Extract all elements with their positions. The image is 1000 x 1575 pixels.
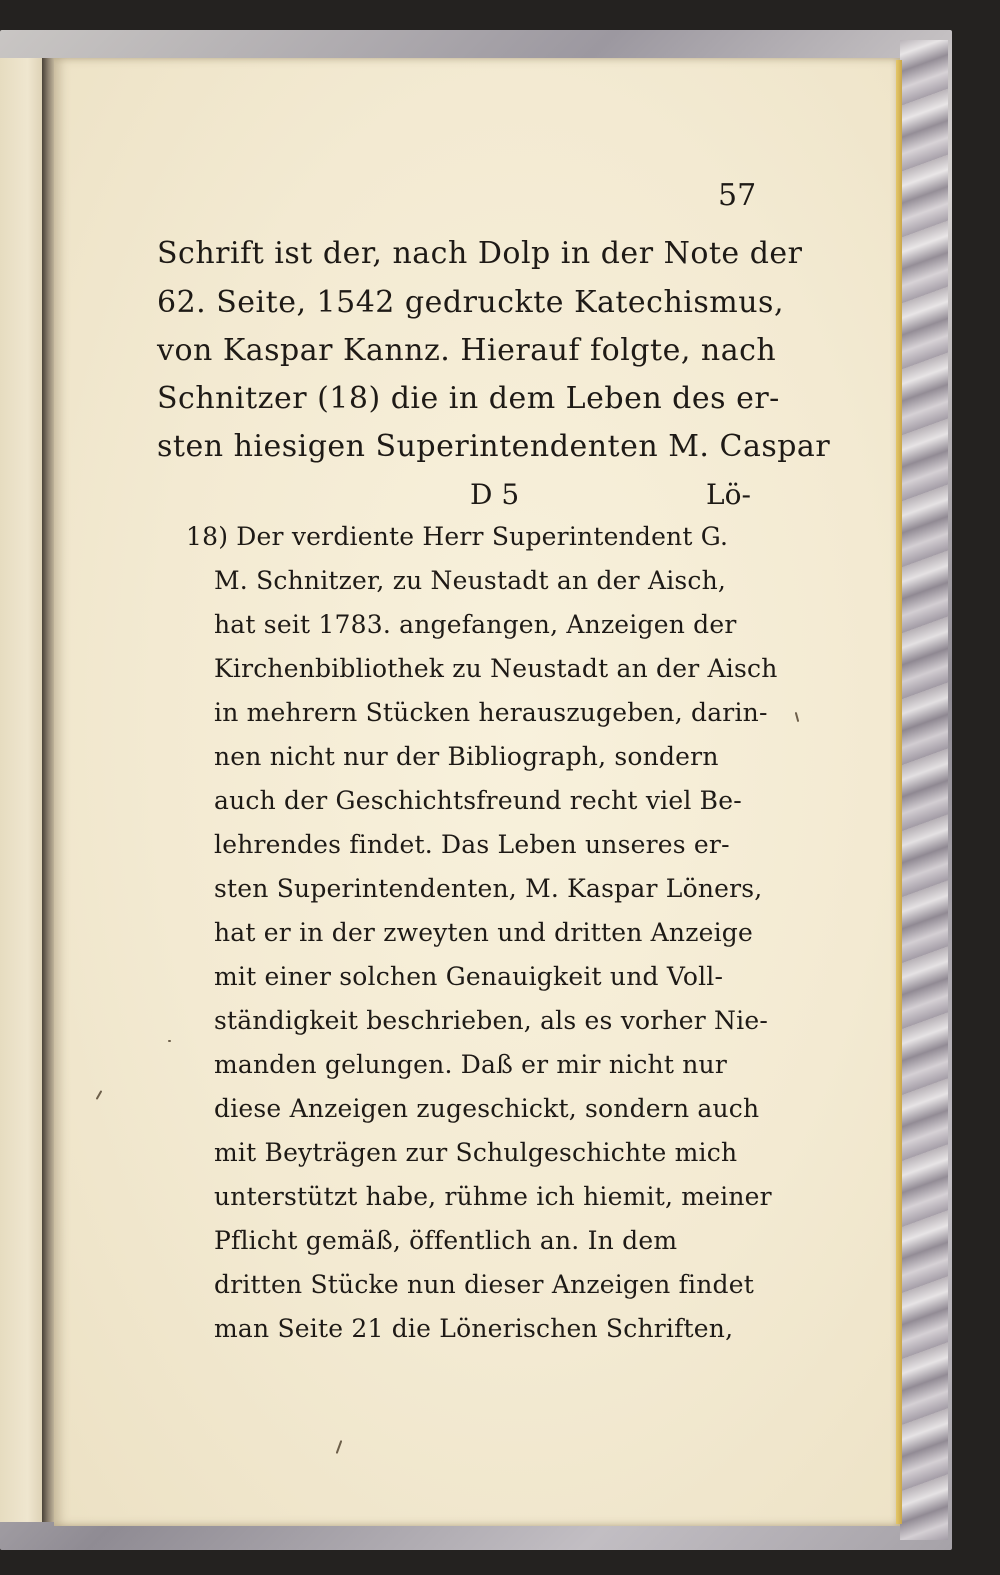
footnote-line: Kirchenbibliothek zu Neustadt an der Aisch [214,654,778,683]
gilt-page-edge [896,60,902,1524]
footnote-line: man Seite 21 die Lönerischen Schriften, [214,1314,734,1343]
signature-mark: D 5 [470,478,520,511]
body-line: Schrift ist der, nach Dolp in der Note der [157,236,803,271]
footnote-line: in mehrern Stücken herauszugeben, darin- [214,698,768,727]
body-line: sten hiesigen Superintendenten M. Caspar [157,429,831,464]
facing-page-sliver [0,58,46,1522]
footnote-line: unterstützt habe, rühme ich hiemit, meiner [214,1182,772,1211]
footnote-line: mit Beyträgen zur Schulgeschichte mich [214,1138,738,1167]
footnote-line: hat seit 1783. angefangen, Anzeigen der [214,610,737,639]
footnote-line: auch der Geschichtsfreund recht viel Be- [214,786,742,815]
page-number: 57 [718,178,757,213]
footnote-line: manden gelungen. Daß er mir nicht nur [214,1050,727,1079]
footnote-line: hat er in der zweyten und dritten Anzeige [214,918,753,947]
footnote-line: nen nicht nur der Bibliograph, sondern [214,742,719,771]
footnote-line: Pflicht gemäß, öffentlich an. In dem [214,1226,678,1255]
footnote-line: diese Anzeigen zugeschickt, sondern auch [214,1094,760,1123]
footnote-line: dritten Stücke nun dieser Anzeigen findet [214,1270,754,1299]
body-line: Schnitzer (18) die in dem Leben des er- [157,381,780,416]
footnote-line: lehrendes findet. Das Leben unseres er- [214,830,730,859]
footnote-line: M. Schnitzer, zu Neustadt an der Aisch, [214,566,727,595]
footnote-line: sten Superintendenten, M. Kaspar Löners, [214,874,763,903]
footnote-line: mit einer solchen Genauigkeit und Voll- [214,962,724,991]
footnote-line: 18) Der verdiente Herr Superintendent G. [186,522,729,551]
catchword: Lö- [706,478,751,511]
paper-speck [168,1040,171,1042]
body-line: von Kaspar Kannz. Hierauf folgte, nach [157,333,777,368]
body-line: 62. Seite, 1542 gedruckte Katechismus, [157,285,784,320]
cover-marbled-edge [900,40,948,1540]
footnote-line: ständigkeit beschrieben, als es vorher Nie- [214,1006,768,1035]
